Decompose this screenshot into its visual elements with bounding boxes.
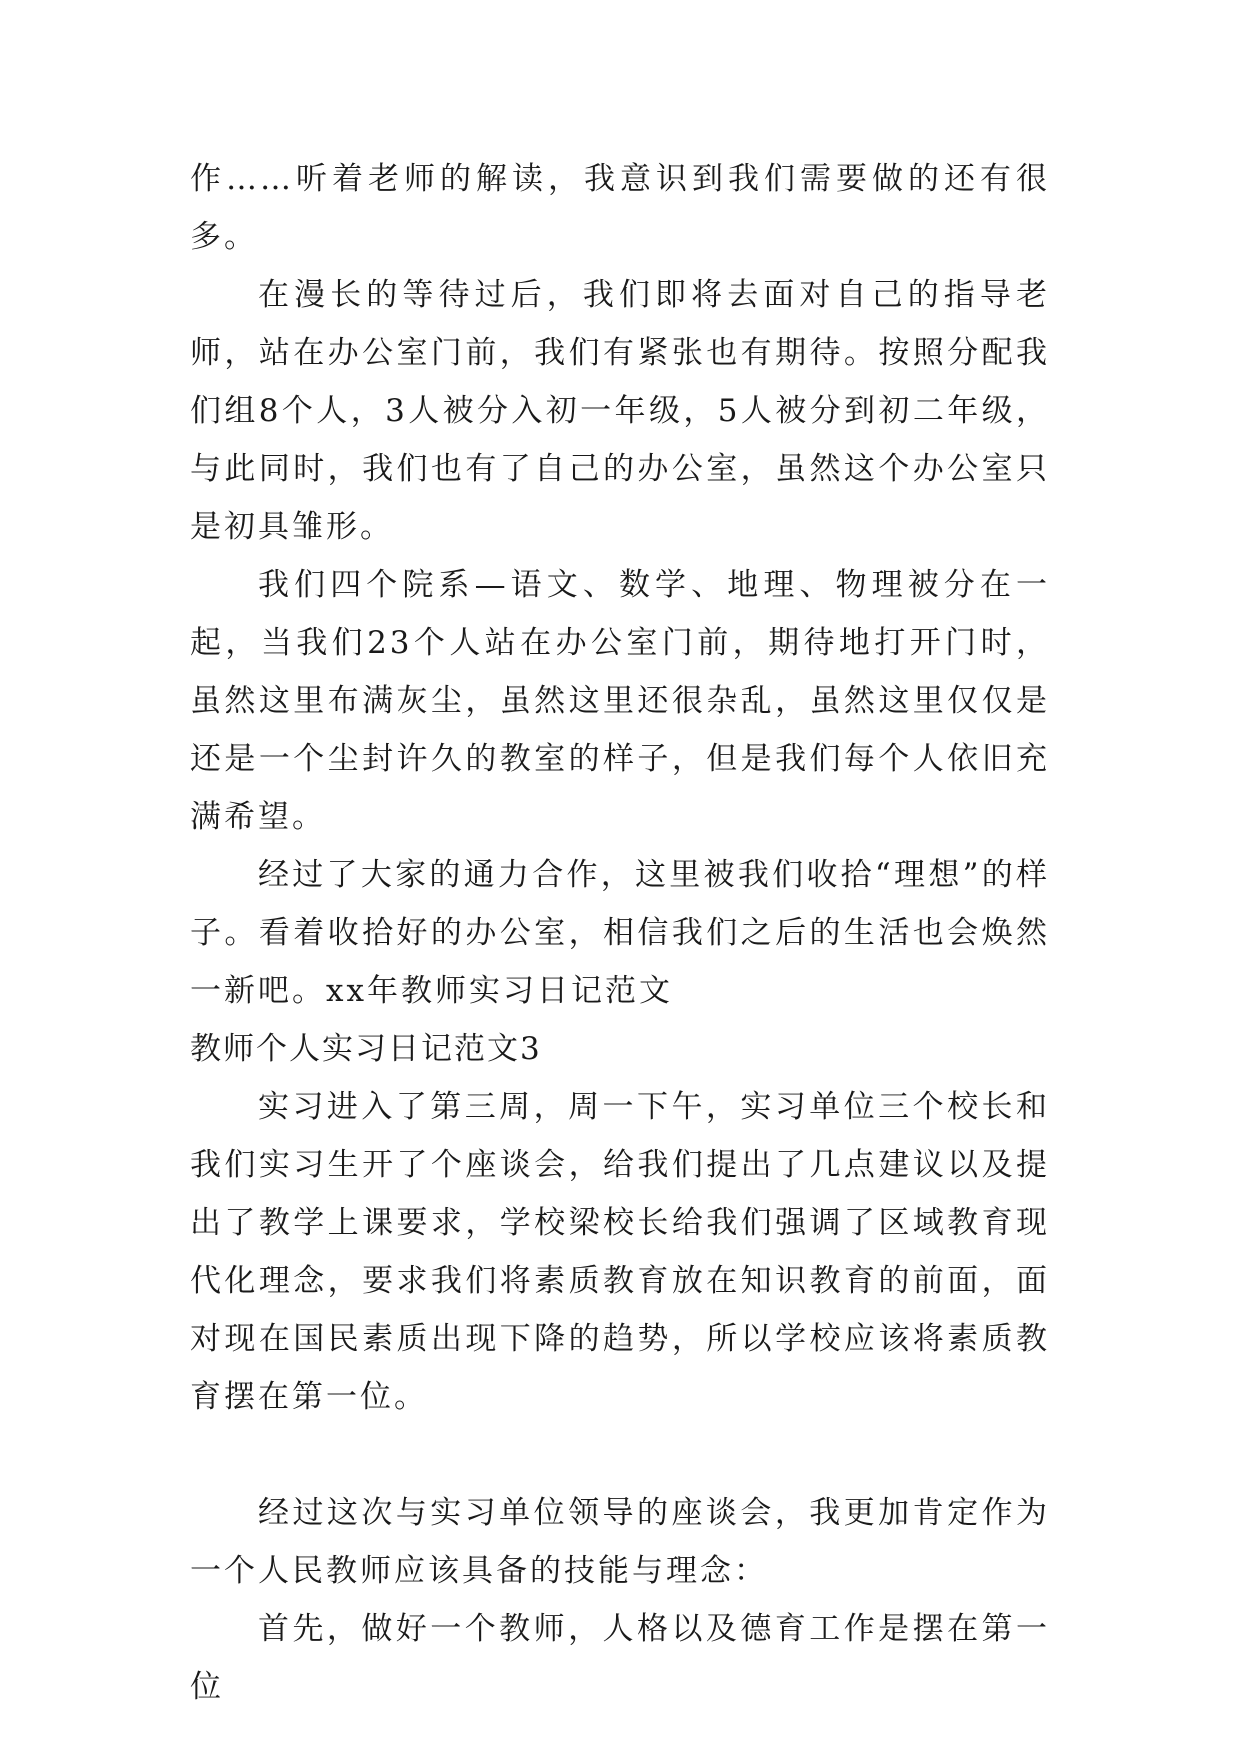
document-body	[190, 150, 1050, 1716]
paragraph-waiting-for-mentor: 在漫长的等待过后，我们即将去面对自己的指导老师，站在办公室门前，我们有紧张也有期待。按照分配我们组8个人，3人被分入初一年级，5人被分到初二年级，与此同时，我们也有了自己的办公室，虽然这个办公室只是初具雏形。	[190, 277, 1050, 545]
paragraph-four-departments: 我们四个院系—语文、数学、地理、物理被分在一起，当我们23个人站在办公室门前，期待地打开门时，虽然这里布满灰尘，虽然这里还很杂乱，虽然这里仅仅是还是一个尘封许久的教室的样子，但是我们每个人依旧充满希望。	[190, 567, 1050, 835]
paragraph-first-point: 首先，做好一个教师，人格以及德育工作是摆在第一位	[190, 1611, 1050, 1705]
paragraph-continuation: 作……听着老师的解读，我意识到我们需要做的还有很多。	[190, 161, 1050, 255]
section-title: 教师个人实习日记范文3	[190, 1031, 542, 1067]
paragraph-third-week: 实习进入了第三周，周一下午，实习单位三个校长和我们实习生开了个座谈会，给我们提出了几点建议以及提出了教学上课要求，学校梁校长给我们强调了区域教育现代化理念，要求我们将素质教育放在知识教育的前面，面对现在国民素质出现下降的趋势，所以学校应该将素质教育摆在第一位。	[190, 1089, 1050, 1415]
blank-line	[190, 1426, 1050, 1484]
paragraph-after-meeting: 经过这次与实习单位领导的座谈会，我更加肯定作为一个人民教师应该具备的技能与理念：	[190, 1495, 1050, 1589]
paragraph-cooperation: 经过了大家的通力合作，这里被我们收拾“理想”的样子。看着收拾好的办公室，相信我们之后的生活也会焕然一新吧。xx年教师实习日记范文	[190, 857, 1050, 1009]
